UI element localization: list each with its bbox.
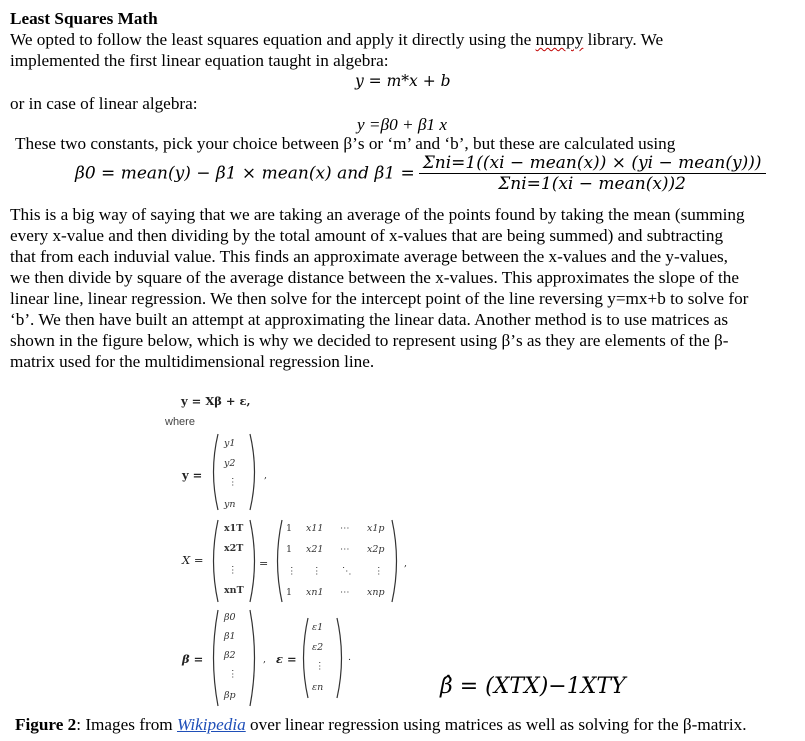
x-cell: xn1 bbox=[306, 587, 324, 598]
x-cell: x21 bbox=[306, 544, 324, 555]
y-entry: y1 bbox=[224, 438, 236, 449]
slope-intercept-equation: y = m*x + b bbox=[355, 72, 451, 90]
y-entry: y2 bbox=[224, 458, 236, 469]
x-matrix-label: X = bbox=[182, 553, 204, 567]
matrix-figure bbox=[160, 380, 420, 710]
equals-sign: = bbox=[259, 557, 269, 570]
beta-equation: y =β0 + β1 x bbox=[357, 115, 447, 134]
x-cell: 1 bbox=[286, 587, 293, 598]
caption-label: Figure 2 bbox=[15, 715, 77, 734]
x-cell: x2p bbox=[367, 544, 385, 555]
x-row: x1T bbox=[224, 523, 244, 534]
x-cell: ⋯ bbox=[340, 544, 350, 555]
caption-pre: : Images from bbox=[76, 715, 177, 734]
beta-left-paren bbox=[208, 608, 220, 708]
x-row: ⋮ bbox=[228, 565, 238, 576]
y-vector-label: y = bbox=[182, 468, 203, 482]
comma: , bbox=[404, 558, 408, 569]
x-row: xnT bbox=[224, 585, 244, 596]
constants-text: These two constants, pick your choice between β’s or ‘m’ and ‘b’, but these are calculated using bbox=[15, 134, 676, 153]
y-right-paren bbox=[248, 432, 260, 512]
solution-formula: β̂ = (XTX)−1XTY bbox=[440, 674, 626, 699]
y-entry: yn bbox=[224, 499, 236, 510]
x-left-paren bbox=[208, 518, 220, 604]
period: . bbox=[348, 652, 352, 663]
intro-line-2: implemented the first linear equation taught in algebra: bbox=[10, 51, 389, 70]
numpy-word: numpy bbox=[535, 30, 584, 49]
beta-entry: β0 bbox=[224, 612, 236, 623]
eps-left-paren bbox=[298, 616, 310, 700]
body-line: every x-value and then dividing by the total amount of x-values that are being summed) and subtracting bbox=[10, 226, 724, 245]
linear-algebra-text: or in case of linear algebra: bbox=[10, 94, 198, 113]
x-cell: ⋯ bbox=[340, 587, 350, 598]
eps-entry: ⋮ bbox=[315, 661, 325, 672]
body-line: shown in the figure below, which is why we decided to represent using β’s as they are elements of the β- bbox=[10, 331, 729, 350]
y-left-paren bbox=[208, 432, 220, 512]
x-cell: ⋯ bbox=[340, 523, 350, 534]
body-line: linear line, linear regression. We then solve for the intercept point of the line reversing y=mx+b to solve for bbox=[10, 289, 749, 308]
comma: , bbox=[263, 654, 267, 665]
x-row: x2T bbox=[224, 543, 244, 554]
intro-text: We opted to follow the least squares equation and apply it directly using the bbox=[10, 30, 536, 49]
comma: , bbox=[264, 470, 268, 481]
beta-entry: ⋮ bbox=[228, 669, 238, 680]
formula-left: β0 = mean(y) − β1 × mean(x) and β1 = bbox=[75, 163, 415, 184]
body-line: we then divide by square of the average distance between the x-values. This approximates the slope of the bbox=[10, 268, 739, 287]
y-entry: ⋮ bbox=[228, 477, 238, 488]
eps-entry: ε2 bbox=[312, 642, 324, 653]
wikipedia-link[interactable]: Wikipedia bbox=[176, 715, 246, 734]
body-line: that from each induvial value. This finds an approximate average between the x-values and the y-values, bbox=[10, 247, 728, 266]
x-cell: ⋱ bbox=[342, 566, 352, 577]
x-cell: ⋮ bbox=[312, 566, 322, 577]
eps-entry: ε1 bbox=[312, 622, 324, 633]
x-cell: x11 bbox=[306, 523, 324, 534]
xfull-right-paren bbox=[390, 518, 402, 604]
formula-denominator: Σni=1(xi − mean(x))2 bbox=[498, 174, 686, 194]
beta-entry: β2 bbox=[224, 650, 236, 661]
beta-entry: βp bbox=[224, 690, 236, 701]
eps-right-paren bbox=[335, 616, 347, 700]
where-label: where bbox=[165, 416, 195, 428]
x-cell: 1 bbox=[286, 544, 293, 555]
model-equation: y = Xβ + ε, bbox=[181, 394, 251, 408]
xfull-left-paren bbox=[272, 518, 284, 604]
beta-right-paren bbox=[248, 608, 260, 708]
beta-entry: β1 bbox=[224, 631, 236, 642]
body-line: ‘b’. We then have built an attempt at approximating the linear data. Another method is to use matrices as bbox=[10, 310, 729, 329]
epsilon-vector-label: ε = bbox=[276, 652, 297, 666]
formula-fraction bbox=[419, 153, 766, 194]
figure-caption bbox=[15, 714, 747, 735]
beta-vector-label: β = bbox=[182, 652, 204, 666]
x-cell: ⋮ bbox=[374, 566, 384, 577]
body-line: This is a big way of saying that we are taking an average of the points found by taking the mean (summing bbox=[10, 205, 745, 224]
x-cell: xnp bbox=[367, 587, 385, 598]
section-title: Least Squares Math bbox=[10, 9, 158, 28]
eps-entry: εn bbox=[312, 682, 324, 693]
intro-text-end: library. We bbox=[583, 30, 664, 49]
x-cell: ⋮ bbox=[287, 566, 297, 577]
intro-line-1 bbox=[10, 29, 663, 50]
formula-numerator: Σni=1((xi − mean(x)) × (yi − mean(y))) bbox=[419, 153, 766, 174]
least-squares-formula bbox=[75, 153, 766, 203]
x-cell: x1p bbox=[367, 523, 385, 534]
caption-post: over linear regression using matrices as well as solving for the β-matrix. bbox=[245, 715, 747, 734]
x-cell: 1 bbox=[286, 523, 293, 534]
body-line: matrix used for the multidimensional regression line. bbox=[10, 352, 375, 371]
